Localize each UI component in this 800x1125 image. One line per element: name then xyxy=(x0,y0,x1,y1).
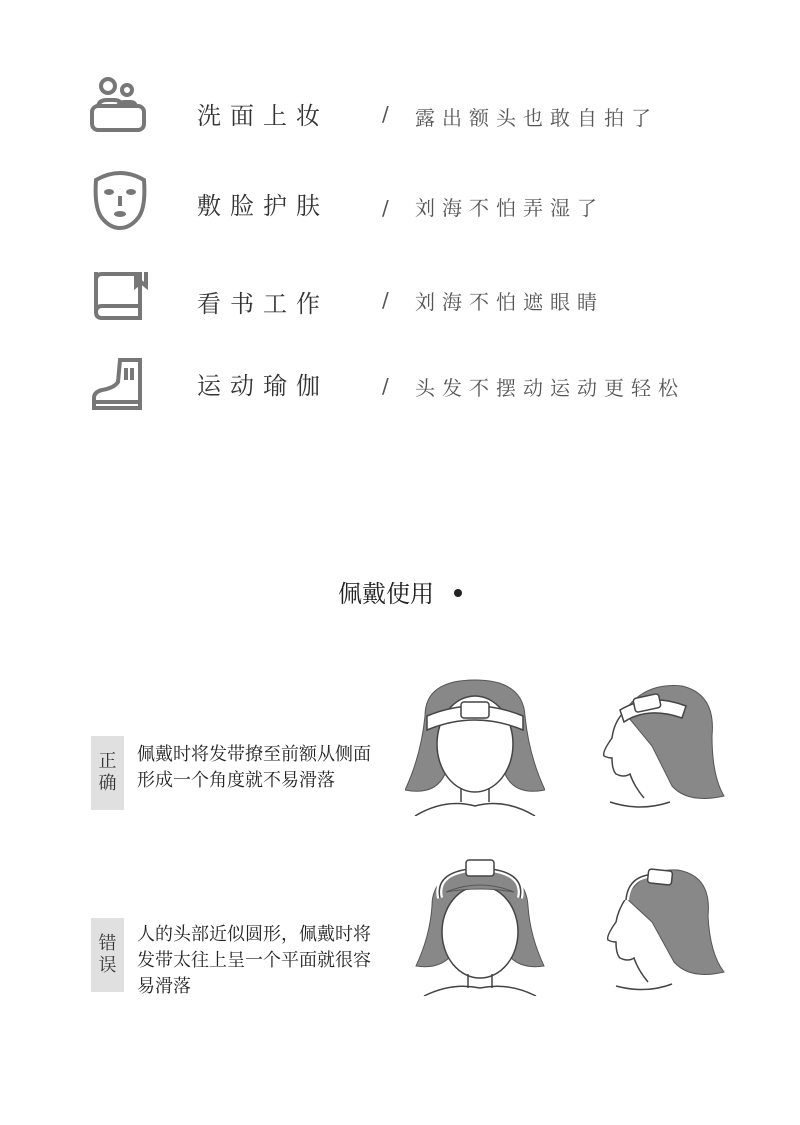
wrong-tag xyxy=(91,918,124,992)
wrong-tip-text: 人的头部近似圆形，佩戴时将发带太往上呈一个平面就很容易滑落 xyxy=(137,924,371,997)
usage-row-makeup xyxy=(0,72,800,152)
boot-icon xyxy=(88,354,152,418)
section-title-text: 佩戴使用 xyxy=(338,580,434,608)
correct-tip-text: 佩戴时将发带撩至前额从侧面形成一个角度就不易滑落 xyxy=(137,744,371,791)
separator-slash: / xyxy=(382,288,389,312)
separator-slash: / xyxy=(382,196,389,220)
tag-char: 确 xyxy=(98,773,117,794)
usage-description: 头发不摆动运动更轻松 xyxy=(415,376,685,400)
correct-tag xyxy=(91,736,124,810)
usage-row-sports xyxy=(0,348,800,428)
usage-title: 洗面上妆 xyxy=(197,102,329,130)
usage-row-skincare xyxy=(0,166,800,246)
usage-description: 露出额头也敢自拍了 xyxy=(415,106,658,130)
bullet-dot xyxy=(454,589,462,597)
book-icon xyxy=(88,262,152,326)
section-title xyxy=(0,574,800,609)
side-view-wrong-illustration xyxy=(596,864,726,994)
usage-title: 敷脸护肤 xyxy=(197,192,329,220)
separator-slash: / xyxy=(382,374,389,398)
tag-char: 错 xyxy=(98,933,117,954)
face-mask-icon xyxy=(88,166,152,230)
separator-slash: / xyxy=(382,102,389,126)
usage-description: 刘海不怕遮眼睛 xyxy=(415,290,604,314)
usage-row-reading xyxy=(0,262,800,342)
usage-title: 运动瑜伽 xyxy=(197,372,329,400)
tag-char: 正 xyxy=(98,751,117,772)
usage-title: 看书工作 xyxy=(197,290,329,318)
side-view-correct-illustration xyxy=(590,682,730,812)
usage-description: 刘海不怕弄湿了 xyxy=(415,196,604,220)
front-view-wrong-illustration xyxy=(410,856,550,996)
tag-char: 误 xyxy=(98,955,117,976)
front-view-correct-illustration xyxy=(405,676,545,816)
wash-face-icon xyxy=(88,74,152,138)
